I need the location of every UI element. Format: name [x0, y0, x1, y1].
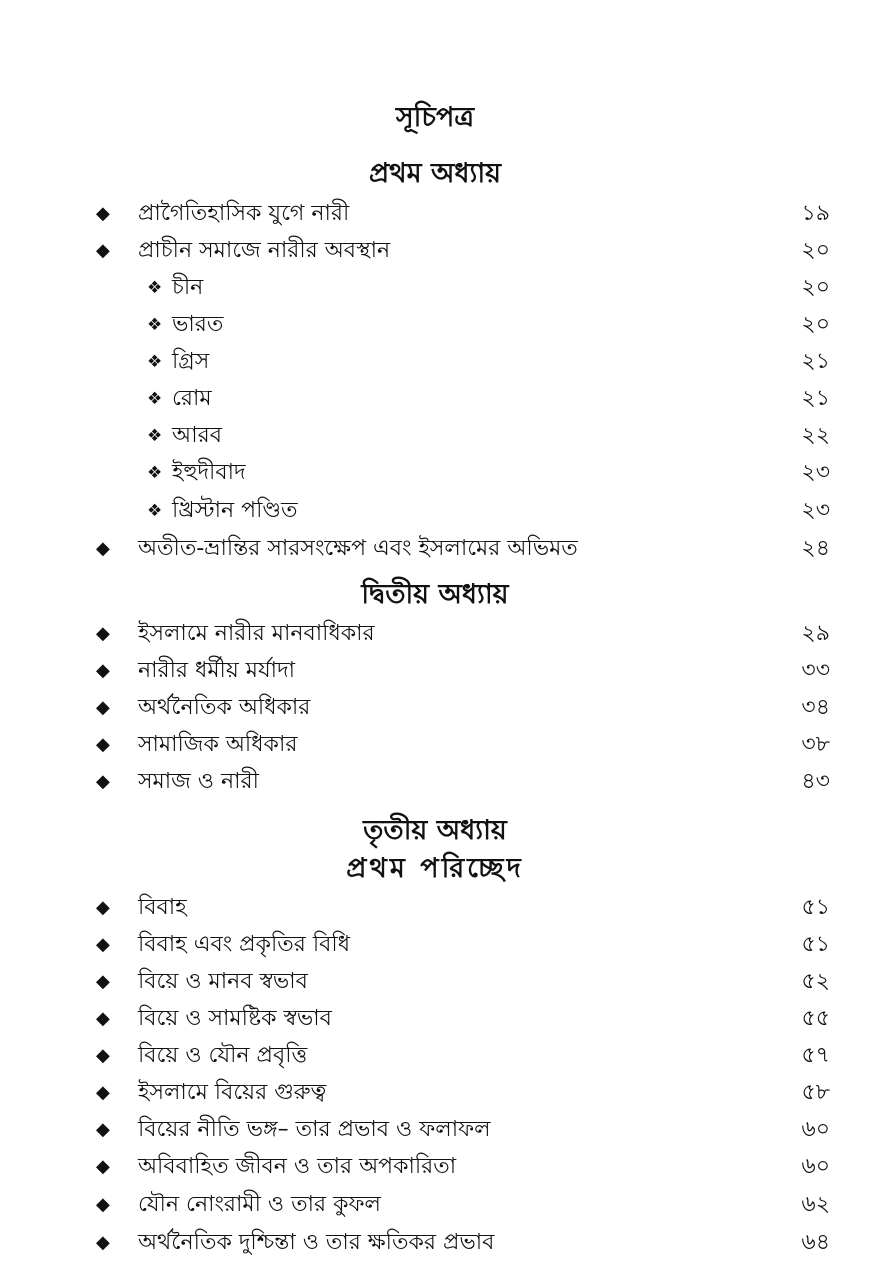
quad-diamond-bullet-icon: ❖	[147, 426, 163, 446]
toc-entry-page: ৩৮	[801, 732, 830, 757]
toc-subentry-label: আরব	[172, 423, 223, 448]
toc-entry-page: ৩৪	[801, 695, 830, 720]
quad-diamond-bullet-icon: ❖	[147, 389, 163, 409]
page-title: সূচিপত্র	[395, 102, 475, 133]
toc-entry-label: অবিবাহিত জীবন ও তার অপকারিতা	[138, 1154, 457, 1179]
toc-entry-label: যৌন নোংরামী ও তার কুফল	[138, 1192, 381, 1217]
toc-entry-page: ৬৪	[801, 1230, 830, 1255]
toc-entry	[0, 653, 870, 689]
toc-subentry	[0, 418, 870, 454]
toc-subentry-label: চীন	[172, 275, 204, 300]
toc-subentry-label: গ্রিস	[172, 349, 210, 374]
toc-entry-label: বিয়ে ও যৌন প্রবৃত্তি	[138, 1043, 308, 1068]
toc-entry-page: ৩৩	[801, 658, 830, 683]
toc-subentry-label: ইহুদীবাদ	[172, 460, 246, 485]
toc-entry-label: বিয়ে ও মানব স্বভাব	[138, 969, 308, 994]
toc-entry	[0, 964, 870, 1000]
toc-entry	[0, 616, 870, 652]
toc-entry-page: ৬২	[801, 1192, 830, 1217]
toc-entry-page: ২৪	[801, 536, 830, 561]
diamond-bullet-icon: ◆	[96, 771, 110, 792]
diamond-bullet-icon: ◆	[96, 538, 110, 559]
quad-diamond-bullet-icon: ❖	[147, 352, 163, 372]
toc-entry	[0, 1001, 870, 1037]
toc-entry-label: অর্থনৈতিক অধিকার	[138, 695, 311, 720]
toc-subentry-page: ২০	[801, 275, 830, 300]
toc-entry-label: বিবাহ এবং প্রকৃতির বিধি	[138, 932, 351, 957]
toc-subentry-page: ২৩	[801, 498, 830, 523]
toc-entry-page: ১৯	[801, 201, 830, 226]
diamond-bullet-icon: ◆	[96, 240, 110, 261]
diamond-bullet-icon: ◆	[96, 1194, 110, 1215]
toc-entry	[0, 1225, 870, 1261]
toc-entry-page: ৬০	[801, 1117, 830, 1142]
quad-diamond-bullet-icon: ❖	[147, 278, 163, 298]
chapter-2-heading: দ্বিতীয় অধ্যায়	[361, 579, 509, 610]
toc-entry	[0, 233, 870, 269]
toc-entry-label: বিয়ের নীতি ভঙ্গ– তার প্রভাব ও ফলাফল	[138, 1117, 491, 1142]
diamond-bullet-icon: ◆	[96, 897, 110, 918]
toc-entry	[0, 1187, 870, 1223]
toc-entry	[0, 764, 870, 800]
toc-entry-label: বিয়ে ও সামষ্টিক স্বভাব	[138, 1006, 332, 1031]
toc-entry-label: ইসলামে নারীর মানবাধিকার	[138, 621, 375, 646]
toc-subentry-page: ২০	[801, 312, 830, 337]
toc-entry-page: ৫৮	[801, 1080, 830, 1105]
toc-subentry-label: রোম	[172, 386, 212, 411]
toc-subentry-page: ২১	[801, 349, 830, 374]
toc-entry-label: ইসলামে বিয়ের গুরুত্ব	[138, 1080, 327, 1105]
toc-entry-label: প্রাগৈতিহাসিক যুগে নারী	[138, 201, 350, 226]
toc-entry-label: বিবাহ	[138, 895, 187, 920]
toc-entry-page: ২০	[801, 238, 830, 263]
diamond-bullet-icon: ◆	[96, 660, 110, 681]
toc-entry-page: ২৯	[801, 621, 830, 646]
toc-entry-label: প্রাচীন সমাজে নারীর অবস্থান	[138, 238, 391, 263]
diamond-bullet-icon: ◆	[96, 1045, 110, 1066]
toc-subentry-page: ২৩	[801, 460, 830, 485]
diamond-bullet-icon: ◆	[96, 1082, 110, 1103]
diamond-bullet-icon: ◆	[96, 203, 110, 224]
toc-entry-label: সমাজ ও নারী	[138, 769, 259, 794]
quad-diamond-bullet-icon: ❖	[147, 315, 163, 335]
toc-subentry-label: খ্রিস্টান পণ্ডিত	[172, 498, 298, 523]
toc-subentry	[0, 344, 870, 380]
toc-entry-page: ৪৩	[801, 769, 830, 794]
toc-subentry-page: ২২	[801, 423, 830, 448]
toc-entry-page: ৫৫	[801, 1006, 830, 1031]
toc-subentry-page: ২১	[801, 386, 830, 411]
toc-entry-label: অতীত-ভ্রান্তির সারসংক্ষেপ এবং ইসলামের অভিমত	[138, 536, 578, 561]
chapter-1-heading: প্রথম অধ্যায়	[368, 158, 502, 189]
chapter-3-subheading: প্রথম পরিচ্ছেদ	[346, 853, 524, 884]
diamond-bullet-icon: ◆	[96, 1119, 110, 1140]
toc-entry	[0, 927, 870, 963]
toc-subentry	[0, 455, 870, 491]
toc-entry-page: ৬০	[801, 1154, 830, 1179]
toc-entry	[0, 1149, 870, 1185]
toc-entry-label: নারীর ধর্মীয় মর্যাদা	[138, 658, 296, 683]
toc-entry-label: সামাজিক অধিকার	[138, 732, 298, 757]
toc-entry	[0, 196, 870, 232]
diamond-bullet-icon: ◆	[96, 1156, 110, 1177]
quad-diamond-bullet-icon: ❖	[147, 501, 163, 521]
diamond-bullet-icon: ◆	[96, 697, 110, 718]
toc-subentry	[0, 493, 870, 529]
toc-entry	[0, 1038, 870, 1074]
toc-subentry	[0, 270, 870, 306]
toc-subentry	[0, 307, 870, 343]
toc-subentry-label: ভারত	[172, 312, 224, 337]
toc-entry-label: অর্থনৈতিক দুশ্চিন্তা ও তার ক্ষতিকর প্রভাব	[138, 1230, 495, 1255]
diamond-bullet-icon: ◆	[96, 971, 110, 992]
toc-entry	[0, 890, 870, 926]
toc-entry-page: ৫২	[801, 969, 830, 994]
quad-diamond-bullet-icon: ❖	[147, 463, 163, 483]
toc-subentry	[0, 381, 870, 417]
diamond-bullet-icon: ◆	[96, 623, 110, 644]
toc-entry-page: ৫৭	[801, 1043, 830, 1068]
toc-entry	[0, 531, 870, 567]
diamond-bullet-icon: ◆	[96, 734, 110, 755]
toc-entry-page: ৫১	[801, 895, 830, 920]
toc-entry	[0, 727, 870, 763]
diamond-bullet-icon: ◆	[96, 1008, 110, 1029]
chapter-3-heading: তৃতীয় অধ্যায়	[363, 815, 507, 846]
toc-entry-page: ৫১	[801, 932, 830, 957]
diamond-bullet-icon: ◆	[96, 1232, 110, 1253]
diamond-bullet-icon: ◆	[96, 934, 110, 955]
toc-entry	[0, 1075, 870, 1111]
toc-entry	[0, 690, 870, 726]
toc-entry	[0, 1112, 870, 1148]
